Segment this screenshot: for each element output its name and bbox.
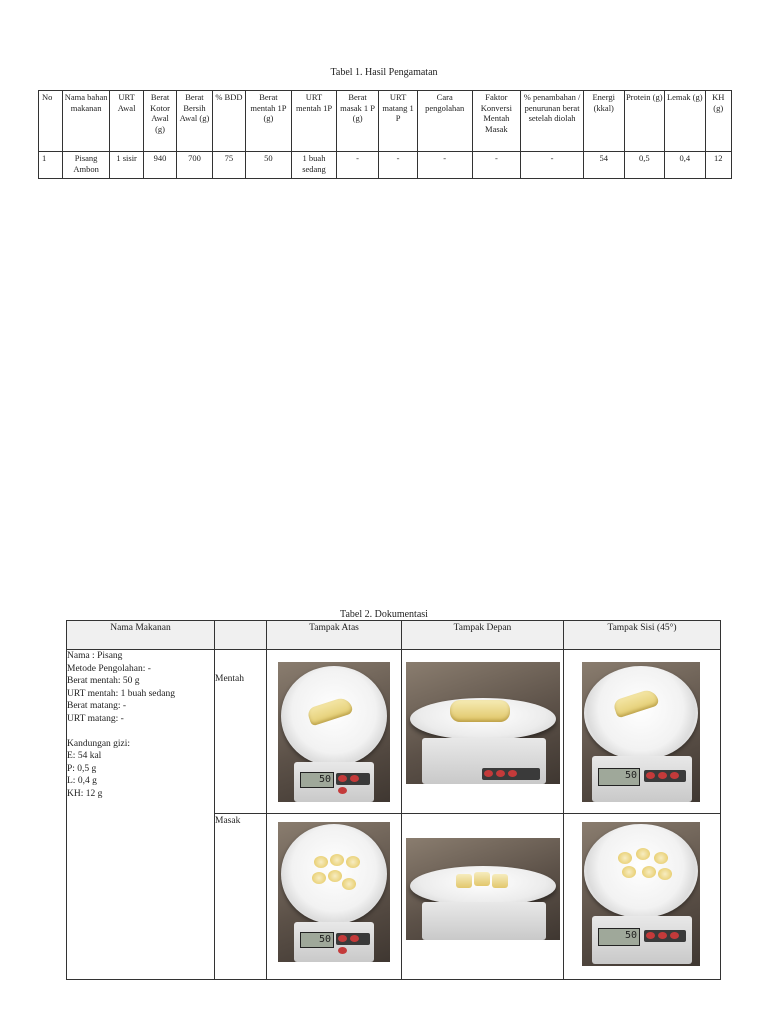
cell-nama-bahan: Pisang Ambon	[63, 152, 110, 179]
cell-bdd: 75	[213, 152, 245, 179]
header-stage	[215, 621, 267, 650]
stage-label-cooked: Masak	[215, 814, 267, 980]
cell-berat-kotor: 940	[144, 152, 176, 179]
raw-side-image	[582, 662, 700, 802]
cooked-top-image	[278, 822, 390, 962]
documentation-table	[66, 620, 721, 980]
cell-no: 1	[39, 152, 63, 179]
cell-urt-mentah: 1 buah sedang	[292, 152, 337, 179]
table-row	[39, 152, 732, 179]
cell-urt-matang: -	[379, 152, 418, 179]
header-urt-matang: URT matang 1 P	[379, 91, 418, 152]
stage-label-raw: Mentah	[215, 650, 267, 814]
scale-display: 50	[598, 768, 640, 786]
scale-display: 50	[300, 772, 334, 788]
cell-urt-awal: 1 sisir	[109, 152, 143, 179]
header-nama-makanan: Nama Makanan	[67, 621, 215, 650]
info-line: URT mentah: 1 buah sedang	[67, 688, 175, 699]
photo-raw-side	[564, 650, 721, 814]
cooked-side-image	[582, 822, 700, 966]
raw-top-image	[278, 662, 390, 802]
cell-protein: 0,5	[624, 152, 665, 179]
info-line: Metode Pengolahan: -	[67, 663, 151, 674]
header-persen-perubahan: % penambahan / penurunan berat setelah diolah	[521, 91, 584, 152]
info-line: URT matang: -	[67, 713, 124, 724]
info-line: KH: 12 g	[67, 788, 103, 799]
photo-cooked-front	[402, 814, 564, 980]
cell-cara-pengolahan: -	[417, 152, 472, 179]
header-tampak-sisi: Tampak Sisi (45°)	[564, 621, 721, 650]
header-urt-mentah: URT mentah 1P	[292, 91, 337, 152]
cell-energi: 54	[583, 152, 624, 179]
raw-front-image	[406, 662, 560, 784]
photo-cooked-top	[267, 814, 402, 980]
header-berat-mentah: Berat mentah 1P (g)	[245, 91, 292, 152]
header-nama-bahan: Nama bahan makanan	[63, 91, 110, 152]
header-faktor-konversi: Faktor Konversi Mentah Masak	[472, 91, 521, 152]
cell-berat-bersih: 700	[176, 152, 212, 179]
cell-kh: 12	[705, 152, 731, 179]
header-tampak-depan: Tampak Depan	[402, 621, 564, 650]
info-line: Berat matang: -	[67, 701, 127, 711]
info-line: L: 0,4 g	[67, 776, 97, 786]
info-line: Kandungan gizi:	[67, 738, 131, 749]
cooked-front-image	[406, 838, 560, 940]
header-lemak: Lemak (g)	[665, 91, 706, 152]
cell-persen-perubahan: -	[521, 152, 584, 179]
photo-raw-top	[267, 650, 402, 814]
header-kh: KH (g)	[705, 91, 731, 152]
table2-caption: Tabel 2. Dokumentasi	[340, 609, 428, 620]
header-bdd: % BDD	[213, 91, 245, 152]
table1-caption: Tabel 1. Hasil Pengamatan	[330, 67, 438, 78]
info-line: Nama : Pisang	[67, 651, 123, 661]
cell-lemak: 0,4	[665, 152, 706, 179]
header-berat-bersih: Berat Bersih Awal (g)	[176, 91, 212, 152]
food-info-cell	[67, 650, 215, 980]
scale-display: 50	[300, 932, 334, 948]
table-row	[67, 650, 721, 814]
scale-display: 50	[598, 928, 640, 946]
observation-table	[38, 90, 732, 179]
header-berat-masak: Berat masak 1 P (g)	[336, 91, 379, 152]
table1-header-row	[39, 91, 732, 152]
table2-header-row	[67, 621, 721, 650]
info-line: P: 0,5 g	[67, 763, 97, 774]
header-protein: Protein (g)	[624, 91, 665, 152]
cell-berat-mentah: 50	[245, 152, 292, 179]
header-cara-pengolahan: Cara pengolahan	[417, 91, 472, 152]
info-line: Berat mentah: 50 g	[67, 676, 140, 686]
cell-faktor-konversi: -	[472, 152, 521, 179]
cell-berat-masak: -	[336, 152, 379, 179]
info-line	[67, 725, 214, 738]
header-urt-awal: URT Awal	[109, 91, 143, 152]
photo-raw-front	[402, 650, 564, 814]
header-berat-kotor: Berat Kotor Awal (g)	[144, 91, 176, 152]
header-energi: Energi (kkal)	[583, 91, 624, 152]
photo-cooked-side	[564, 814, 721, 980]
header-tampak-atas: Tampak Atas	[267, 621, 402, 650]
header-no: No	[39, 91, 63, 152]
info-line: E: 54 kal	[67, 751, 102, 761]
